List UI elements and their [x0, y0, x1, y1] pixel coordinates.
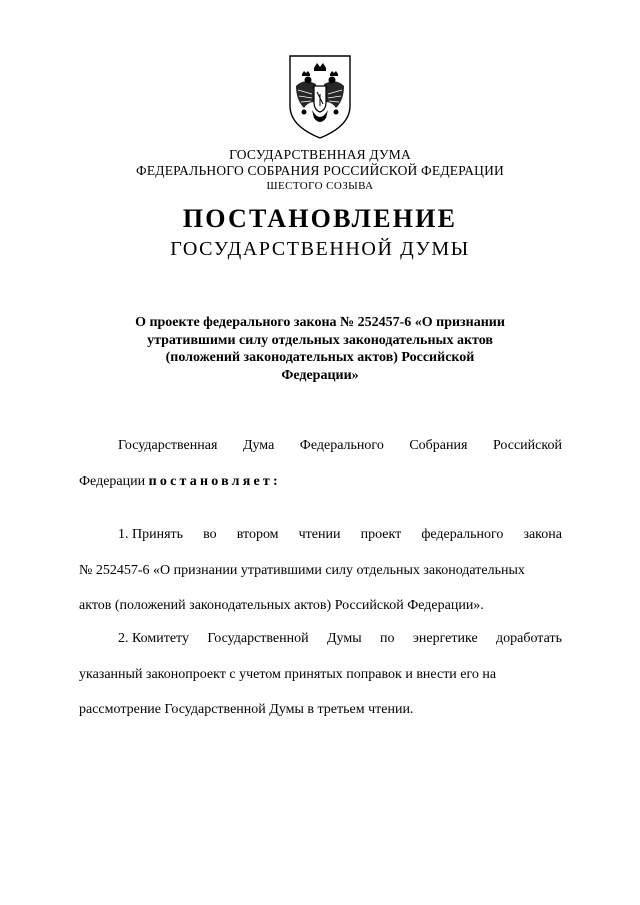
item-1-line-1 — [118, 526, 562, 544]
word: чтении — [298, 527, 341, 542]
coat-of-arms-icon — [286, 54, 354, 140]
word: доработать — [496, 631, 562, 646]
issuer-line-1: ГОСУДАРСТВЕННАЯ ДУМА — [229, 147, 411, 162]
convocation-line: ШЕСТОГО СОЗЫВА — [266, 180, 374, 192]
word: федерального — [421, 527, 504, 542]
document-subject — [100, 314, 540, 384]
word: энергетике — [412, 631, 478, 646]
word: Собрания — [409, 438, 468, 453]
word: 1. Принять — [118, 527, 184, 542]
preamble-text: Федерации — [79, 474, 146, 489]
word: Дума — [242, 438, 275, 453]
item-1-line-2: № 252457-6 «О признании утратившими силу отдельных законодательных — [79, 563, 525, 578]
word: проект — [360, 527, 402, 542]
word: втором — [236, 527, 279, 542]
subject-line-2: утратившими силу отдельных законодательных актов — [147, 332, 493, 348]
word: Федерального — [299, 438, 384, 453]
subject-line-4: Федерации» — [281, 367, 359, 383]
word: Российской — [492, 438, 562, 453]
word: закона — [523, 527, 562, 542]
item-2-line-2: указанный законопроект с учетом принятых поправок и внести его на — [79, 667, 497, 682]
item-2-line-3: рассмотрение Государственной Думы в третьем чтении. — [79, 702, 414, 717]
word: Государственной — [207, 631, 309, 646]
document-issuer-subtitle: ГОСУДАРСТВЕННОЙ ДУМЫ — [170, 238, 470, 260]
word: 2. Комитету — [118, 631, 189, 646]
subject-line-1: О проекте федерального закона № 252457-6 «О признании — [135, 315, 505, 330]
word: по — [380, 631, 395, 646]
document-type-title: ПОСТАНОВЛЕНИЕ — [182, 204, 458, 233]
word: во — [203, 527, 217, 542]
decree-keyword: постановляет: — [148, 474, 281, 489]
item-1-line-3: актов (положений законодательных актов) Российской Федерации». — [79, 598, 484, 613]
item-2-line-1 — [118, 630, 562, 648]
word: Государственная — [118, 438, 218, 453]
preamble-line-2 — [79, 473, 281, 491]
subject-line-3: (положений законодательных актов) Российской — [165, 350, 475, 365]
preamble-line-1 — [118, 437, 562, 455]
word: Думы — [327, 631, 362, 646]
issuer-line-2: ФЕДЕРАЛЬНОГО СОБРАНИЯ РОССИЙСКОЙ ФЕДЕРАЦИИ — [136, 163, 504, 178]
